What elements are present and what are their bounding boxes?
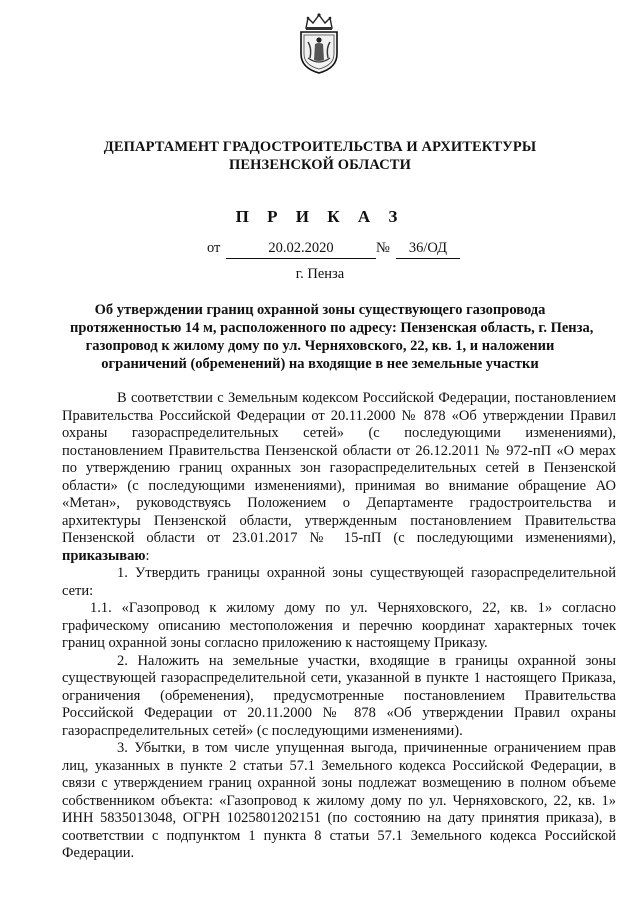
date-prefix: от	[207, 240, 221, 256]
number-prefix: №	[376, 240, 390, 256]
item-3-paragraph: 3. Убытки, в том числе упущенная выгода, причиненные ограничением прав лиц, указанных в пункте 2 статьи 57.1 Земельного кодекса Российской Федерации, в связи с утверждением границ охранной зоны подлежат возмещению в полном объеме собственником объекта: «Газопровод к жилому дому по ул. Черняховского, 22, кв. 1» ИНН 5835013048, ОГРН 1025801202151 (по состоянию на дату принятия приказа), в соответствии с подпунктом 1 пункта 8 статьи 57.1 Земельного кодекса Российской Федерации.	[62, 740, 616, 861]
order-verb: приказываю	[62, 547, 146, 564]
penza-coat-of-arms-icon	[296, 12, 342, 74]
item-2-paragraph: 2. Наложить на земельные участки, входящие в границы охранной зоны существующей газораспределительной сети, указанной в пункте 1 настоящего Приказа, ограничения (обременения), предусмотренные постановлением Правительства Российской Федерации от 20.11.2000 № 878 «Об утверждении Правил охраны газораспределительных сетей» (с последующими изменениями).	[62, 652, 616, 739]
preamble-end: :	[145, 547, 150, 564]
city: г. Пенза	[295, 266, 345, 282]
preamble-paragraph	[62, 390, 616, 565]
subject-line: газопровод к жилому дому по ул. Черняховского, 22, кв. 1, и наложении	[85, 338, 555, 354]
document-subject	[70, 301, 594, 373]
subject-line: протяженностью 14 м, расположенного по адресу: Пензенская область, г. Пенза,	[70, 320, 594, 336]
preamble-text: В соответствии с Земельным кодексом Российской Федерации, постановлением Правительства Российской Федерации от 20.11.2000 № 878 «Об утверждении Правил охраны газораспределительных сетей» (с последующими изменениями), постановлением Правительства Пензенской области от 26.12.2011 № 972-пП «О мерах по утверждению границ охранных зон газораспределительных сетей в Пензенской области» (с последующими изменениями), принимая во внимание обращение АО «Метан», руководствуясь Положением о Департаменте градостроительства и архитектуры Пензенской области, утвержденным постановлением Правительства Пензенской области от 23.01.2017 № 15-пП (с последующими изменениями),	[62, 390, 616, 546]
document-body	[62, 390, 616, 863]
date-number-line	[0, 238, 640, 260]
department-line-1: ДЕПАРТАМЕНТ ГРАДОСТРОИТЕЛЬСТВА И АРХИТЕКТУРЫ	[103, 139, 537, 155]
subject-line: ограничений (обременений) на входящие в нее земельные участки	[101, 356, 539, 372]
document-number: 36/ОД	[396, 240, 460, 259]
item-1-1-paragraph: 1.1. «Газопровод к жилому дому по ул. Черняховского, 22, кв. 1» согласно графическому описанию местоположения и перечню координат характерных точек границ охранной зоны согласно приложению к настоящему Приказу.	[62, 600, 616, 651]
subject-line: Об утверждении границ охранной зоны существующего газопровода	[94, 302, 546, 318]
item-1-paragraph: 1. Утвердить границы охранной зоны существующей газораспределительной сети:	[62, 565, 616, 599]
document-type-title: П Р И К А З	[235, 207, 405, 226]
department-line-2: ПЕНЗЕНСКОЙ ОБЛАСТИ	[229, 157, 411, 173]
department-name	[60, 138, 580, 174]
document-date: 20.02.2020	[226, 240, 376, 259]
